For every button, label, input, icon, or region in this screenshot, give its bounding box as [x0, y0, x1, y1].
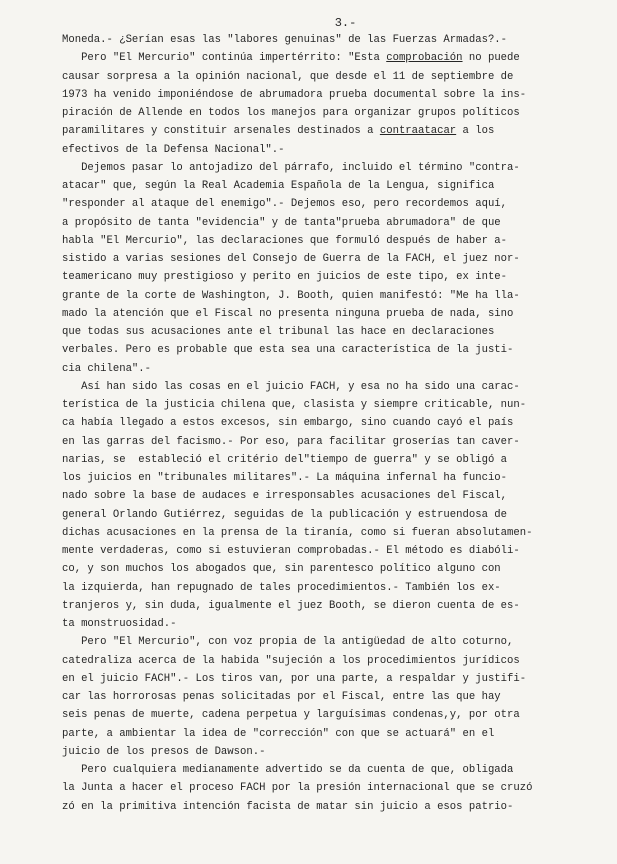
text-line: grante de la corte de Washington, J. Booth, quien manifestó: "Me ha lla-	[62, 289, 520, 302]
text-line: ca había llegado a estos excesos, sin embargo, sino cuando cayó el país	[62, 417, 514, 430]
text-line: en las garras del facismo.- Por eso, para facilitar groserías tan caver-	[62, 435, 520, 448]
text-line: Dejemos pasar lo antojadizo del párrafo, incluido el término "contra-	[62, 161, 520, 174]
text-line: Así han sido las cosas en el juicio FACH, y esa no ha sido una carac-	[62, 380, 520, 393]
page-number: 3.-	[334, 16, 357, 30]
text-line: paramilitares y constituir arsenales destinados a contraatacar a los	[62, 125, 495, 138]
text-line: piración de Allende en todos los manejos para organizar grupos políticos	[62, 107, 520, 119]
text-line: la izquierda, han repugnado de tales procedimientos.- También los ex-	[62, 581, 501, 594]
text-line: catedraliza acerca de la habida "sujeción a los procedimientos jurídicos	[62, 654, 520, 667]
text-line: narias, se estableció el critério del"tiempo de guerra" y se obligó a	[62, 453, 508, 466]
text-line: mado la atención que el Fiscal no presenta ninguna prueba de nada, sino	[62, 307, 514, 320]
text-line: mente verdaderas, como si estuvieran comprobadas.- El método es diabóli-	[62, 545, 520, 557]
text-line: Pero "El Mercurio", con voz propia de la antigüedad de alto coturno,	[62, 636, 514, 649]
text-line: causar sorpresa a la opinión nacional, que desde el 11 de septiembre de	[62, 70, 514, 83]
text-line: atacar" que, según la Real Academia Española de la Lengua, significa	[62, 180, 495, 192]
text-line: a propósito de tanta "evidencia" y de tanta"prueba abrumadora" de que	[62, 216, 501, 229]
text-line: terística de la justicia chilena que, clasista y siempre criticable, nun-	[62, 399, 527, 411]
text-line: co, y son muchos los abogados que, sin parentesco político alguno con	[62, 563, 501, 576]
text-line: la Junta a hacer el proceso FACH por la presión internacional que se cruzó	[62, 782, 533, 795]
text-line: 1973 ha venido imponiéndose de abrumadora prueba documental sobre la ins-	[62, 88, 527, 101]
text-line: nado sobre la base de audaces e irresponsables acusaciones del Fiscal,	[62, 490, 508, 503]
text-line: dichas acusaciones en la prensa de la tiranía, como si fueran absolutamen-	[62, 526, 533, 539]
text-line: cia chilena".-	[62, 362, 152, 375]
text-line: Pero "El Mercurio" continúa impertérrito: "Esta comprobación no puede	[62, 52, 520, 65]
text-line: sistido a varias sesiones del Consejo de Guerra de la FACH, el juez nor-	[62, 253, 520, 265]
text-line: zó en la primitiva intención facista de matar sin juicio a esos patrio-	[62, 800, 514, 813]
text-line: juicio de los presos de Dawson.-	[62, 745, 266, 758]
text-line: Moneda.- ¿Serían esas las "labores genuinas" de las Fuerzas Armadas?.-	[62, 34, 508, 46]
text-line: que todas sus acusaciones ante el tribunal las hace en declaraciones	[62, 326, 495, 338]
text-line: los juicios en "tribunales militares".- La máquina infernal ha funcio-	[62, 472, 508, 484]
text-line: general Orlando Gutiérrez, seguidas de la publicación y estruendosa de	[62, 508, 508, 521]
text-line: ta monstruosidad.-	[62, 618, 177, 630]
text-line: efectivos de la Defensa Nacional".-	[62, 143, 285, 156]
text-line: en el juicio FACH".- Los tiros van, por una parte, a respaldar y justifi-	[62, 672, 527, 685]
text-line: seis penas de muerte, cadena perpetua y larguísimas condenas,y, por otra	[62, 709, 520, 722]
text-line: parte, a ambientar la idea de "corrección" con que se actuará" en el	[62, 727, 495, 740]
text-line: car las horrorosas penas solicitadas por el Fiscal, entre las que hay	[62, 691, 501, 703]
text-line: teamericano muy prestigioso y perito en juicios de este tipo, ex inte-	[62, 271, 508, 284]
body-text	[62, 31, 589, 816]
text-line: habla "El Mercurio", las declaraciones que formuló después de haber a-	[62, 234, 508, 247]
text-line: Pero cualquiera medianamente advertido se da cuenta de que, obligada	[62, 764, 514, 776]
text-line: verbales. Pero es probable que esta sea una característica de la justi-	[62, 344, 514, 357]
text-line: "responder al ataque del enemigo".- Dejemos eso, pero recordemos aquí,	[62, 198, 508, 211]
text-line: tranjeros y, sin duda, igualmente el juez Booth, se dieron cuenta de es-	[62, 599, 520, 612]
